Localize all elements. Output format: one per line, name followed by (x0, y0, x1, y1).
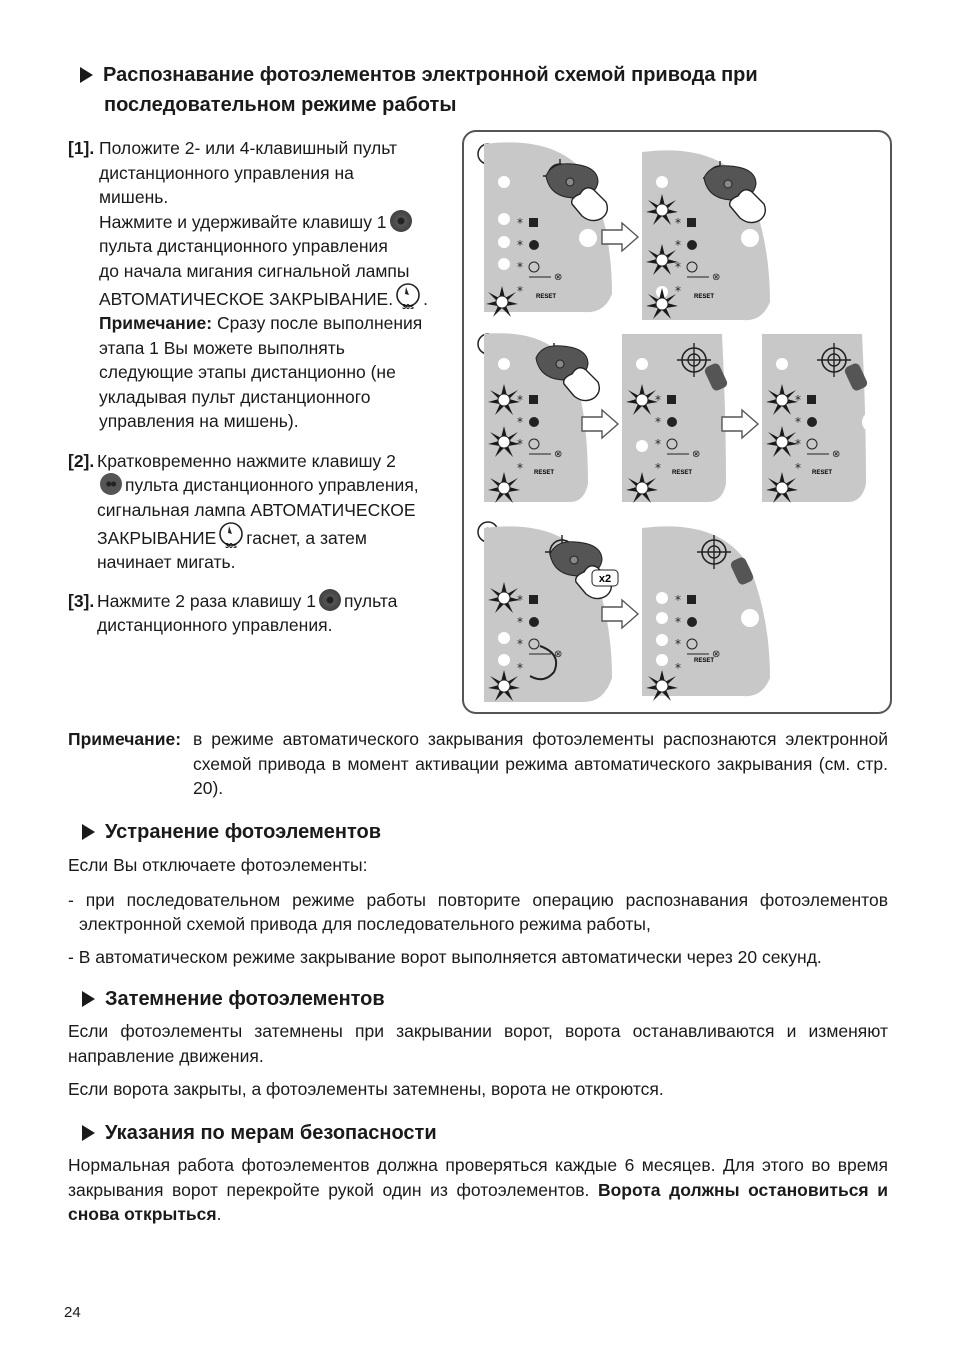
step-3-line: Нажмите 2 раза клавишу 1 пульта (97, 590, 398, 611)
sequence-arrow-icon (722, 410, 758, 438)
control-board-3a (484, 526, 618, 702)
svg-text:RESET: RESET (672, 470, 693, 476)
svg-text:RESET: RESET (534, 470, 555, 476)
removal-text: Если Вы отключаете фотоэлементы: - при последовательном режиме работы повторите операцию распознавания фотоэлементов электронной схемой привода для последовательного режима работы, - В автоматическом режиме закрывание ворот выполняется автоматически через 20 секунд. (68, 855, 888, 967)
step-instructions (68, 136, 448, 638)
svg-text:30s: 30s (402, 304, 414, 311)
svg-text:RESET: RESET (536, 294, 557, 300)
step-2 (68, 449, 448, 575)
remote-key-1-icon (319, 589, 341, 611)
remote-key-1-icon (390, 210, 412, 232)
step-1-line: этапа 1 Вы можете выполнять (99, 337, 345, 358)
step-2-line: ЗАКРЫВАНИЕ 30s гаснет, а затем (97, 522, 448, 550)
safety-text: Нормальная работа фотоэлементов должна проверяться каждые 6 месяцев. Для этого во время закрывания ворот перекройте рукой один из фотоэлементов. Ворота должны остановиться и снова открыться. (68, 1155, 888, 1224)
auto-close-timer-icon (218, 522, 244, 550)
step-3-line: дистанционного управления. (97, 615, 333, 635)
control-board-1a (484, 142, 612, 317)
step-2-label: [2]. (68, 450, 95, 471)
section-heading-removal: Устранение фотоэлементов (82, 819, 381, 845)
step-2-line: начинает мигать. (97, 552, 236, 572)
section-heading-safety: Указания по мерам безопасности (82, 1120, 437, 1146)
step-1-line: до начала мигания сигнальной лампы (99, 260, 410, 281)
section-heading-recognition-line2: последовательном режиме работы (104, 94, 457, 116)
step-2-line: пульта дистанционного управления, (97, 473, 448, 498)
auto-close-timer-icon (395, 283, 421, 311)
step-1-line: управления на мишень). (99, 411, 299, 431)
step-2-line: Кратковременно нажмите клавишу 2 (97, 450, 396, 471)
step-1-line: АВТОМАТИЧЕСКОЕ ЗАКРЫВАНИЕ. 30s . (99, 283, 448, 311)
step-1-line: Положите 2- или 4-клавишный пульт (99, 138, 397, 158)
step-3-label: [3]. (68, 590, 95, 611)
obstruction-text: Если фотоэлементы затемнены при закрывании ворот, ворота останавливаются и изменяют направление движения. Если ворота закрыты, а фотоэлементы затемнены, ворота не откроются. (68, 1021, 888, 1099)
step-2-line: сигнальная лампа АВТОМАТИЧЕСКОЕ (97, 499, 416, 520)
sequence-arrow-icon (582, 410, 618, 438)
triangle-bullet-icon (82, 824, 95, 840)
svg-text:RESET: RESET (812, 470, 833, 476)
illustration-panel (462, 121, 892, 714)
section-heading-obstruction: Затемнение фотоэлементов (82, 986, 385, 1012)
recognition-diagram: * * * * RESET RESET RESET RESET RESET x2 RESET (464, 132, 890, 712)
triangle-bullet-icon (82, 991, 95, 1007)
step-3 (68, 589, 448, 638)
triangle-bullet-icon (80, 67, 93, 83)
step-1-line: мишень. (99, 187, 169, 207)
step-1-line: Нажмите и удерживайте клавишу 1 (99, 210, 448, 235)
step-1-line: Примечание: Сразу после выполнения (99, 313, 423, 333)
control-board-2b (622, 334, 729, 503)
note-block (68, 727, 888, 801)
note-label: Примечание: (68, 729, 182, 749)
step-1-line: дистанционного управления на (99, 162, 354, 183)
triangle-bullet-icon (82, 1125, 95, 1141)
step-1-line: укладывая пульт дистанционного (99, 386, 371, 407)
note-text: в режиме автоматического закрывания фотоэлементы распознаются электронной схемой привода в момент активации режима автоматического закрывания (см. стр. 20). (193, 729, 888, 798)
svg-text:x2: x2 (598, 573, 612, 585)
control-board-3b (642, 526, 770, 701)
step-1 (68, 136, 448, 434)
remote-key-2-icon (100, 473, 122, 495)
page-number: 24 (64, 1304, 81, 1321)
control-board-1b (642, 150, 770, 320)
step-1-line: следующие этапы дистанционно (не (99, 362, 396, 382)
section-heading-recognition: Распознавание фотоэлементов электронной схемой привода при (80, 62, 758, 88)
step-1-label: [1]. (68, 138, 95, 158)
control-board-2c (762, 334, 882, 503)
press-twice-badge (592, 570, 618, 586)
step-1-line: пульта дистанционного управления (99, 236, 388, 256)
svg-text:RESET: RESET (694, 658, 715, 664)
svg-text:30s: 30s (225, 543, 238, 550)
svg-text:RESET: RESET (694, 294, 715, 300)
